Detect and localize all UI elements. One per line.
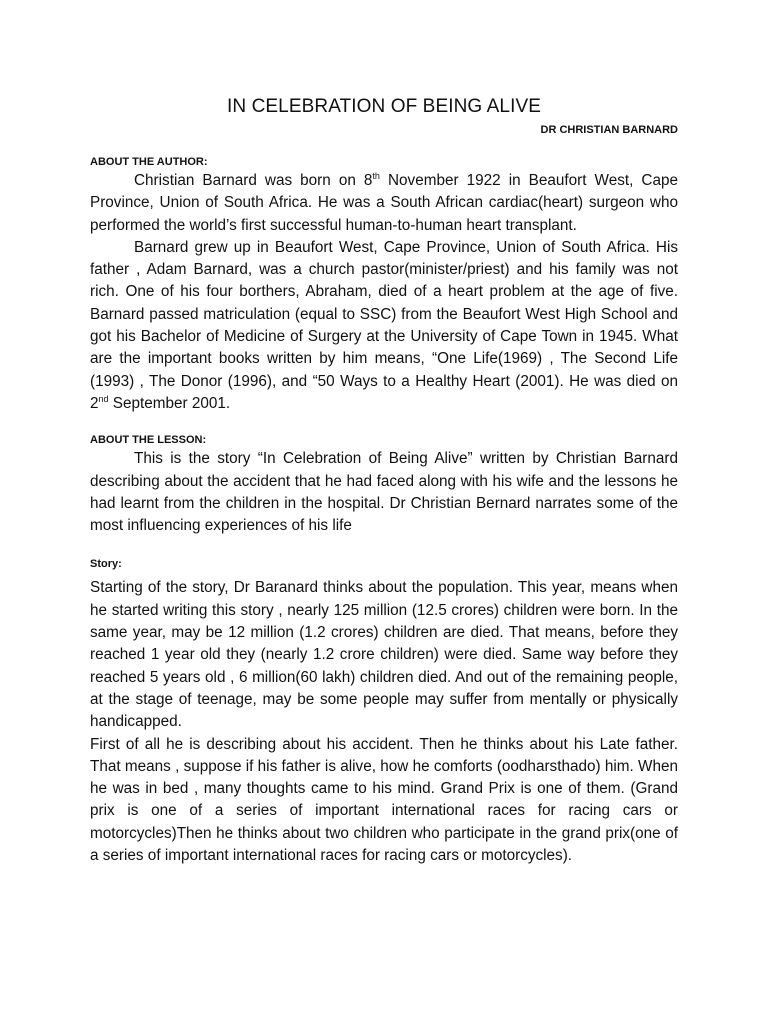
about-author-p2-text-a: Barnard grew up in Beaufort West, Cape Province, Union of South Africa. His father , Adam Barnard, was a church pastor(minister/priest) and his family was not rich. One of his four borthers, Abraham, died of a heart problem at the age of five. Barnard passed matriculation (equal to SSC) from the Beaufort West High School and got his Bachelor of Medicine of Surgery at the University of Cape Town in 1945. What are the important books written by him means, “One Life(1969) , The Second Life (1993) , The Donor (1996), and “50 Ways to a Healthy Heart (2001). He was died on 2 (90, 238, 678, 412)
story-paragraph-1: Starting of the story, Dr Baranard thinks about the population. This year, means when he started writing this story , nearly 125 million (12.5 crores) children were born. In the same year, may be 12 million (1.2 crores) children are died. That means, before they reached 1 year old they (nearly 1.2 crore children) were died. Same way before they reached 5 years old , 6 million(60 lakh) children died. And out of the remaining people, at the stage of teenage, may be some people may suffer from mentally or physically handicapped. (90, 579, 678, 731)
document-title: IN CELEBRATION OF BEING ALIVE (226, 96, 541, 117)
about-author-paragraph-1 (90, 170, 678, 237)
document-author: DR CHRISTIAN BARNARD (540, 124, 678, 136)
about-author-heading: ABOUT THE AUTHOR: (90, 156, 208, 168)
about-lesson-heading: ABOUT THE LESSON: (90, 434, 207, 447)
about-author-paragraph-2 (90, 237, 678, 415)
about-lesson-paragraph: This is the story “In Celebration of Being Alive” written by Christian Barnard describing about the accident that he had faced along with his wife and the lessons he had learnt from the children in the hospital. Dr Christian Bernard narrates some of the most influencing experiences of his life (90, 450, 678, 535)
about-author-p1-text-b: November 1922 in Beaufort West, Cape Province, Union of South Africa. He was a South African cardiac(heart) surgeon who performed the world’s first successful human-to-human heart transplant. (90, 172, 678, 234)
about-author-p2-superscript: nd (98, 393, 109, 404)
about-author-p2-text-b: September 2001. (108, 394, 231, 412)
about-author-p1-superscript: th (372, 170, 380, 181)
document-page (90, 94, 678, 867)
story-heading: Story: (90, 558, 122, 571)
story-paragraph-2: First of all he is describing about his accident. Then he thinks about his Late father. That means , suppose if his father is alive, how he comforts (oodharsthado) him. When he was in bed , many thoughts came to his mind. Grand Prix is one of them. (Grand prix is one of a series of important international races for racing cars or motorcycles)Then he thinks about two children who participate in the grand prix(one of a series of important international races for racing cars or motorcycles). (90, 735, 678, 865)
about-author-p1-text-a: Christian Barnard was born on 8 (134, 172, 373, 189)
